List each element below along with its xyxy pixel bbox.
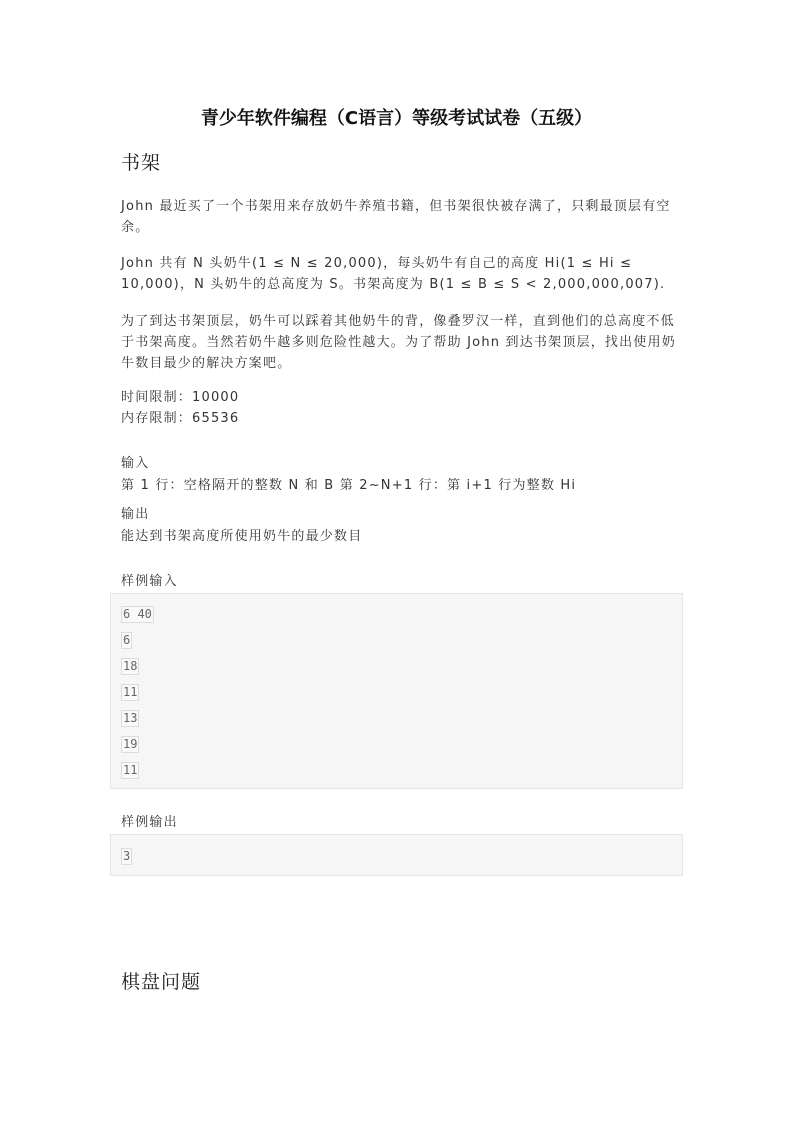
sample-input-line: 18 (123, 659, 138, 673)
output-description: 能达到书架高度所使用奶牛的最少数目 (121, 529, 363, 544)
sample-input-block (110, 593, 683, 789)
problem-description-3: 为了到达书架顶层，奶牛可以踩着其他奶牛的背，像叠罗汉一样，直到他们的总高度不低于书架高度。当然若奶牛越多则危险性越大。为了帮助 John 到达书架顶层，找出使用奶牛数目最少的解决方案吧。 (121, 314, 676, 371)
sample-input-label: 样例输入 (121, 574, 178, 589)
problem-heading: 书架 (121, 152, 162, 174)
input-description: 第 1 行：空格隔开的整数 N 和 B 第 2~N+1 行：第 i+1 行为整数 Hi (121, 478, 577, 493)
sample-input-line: 13 (123, 711, 138, 725)
memory-limit: 内存限制：65536 (121, 411, 240, 426)
sample-input-line: 6 (123, 633, 131, 647)
sample-input-line: 11 (123, 763, 138, 777)
output-label: 输出 (121, 507, 150, 522)
sample-input-line: 6 40 (123, 607, 152, 621)
document-title: 青少年软件编程（C语言）等级考试试卷（五级） (200, 108, 593, 129)
sample-input-line: 19 (123, 737, 138, 751)
sample-output-line: 3 (123, 849, 131, 863)
next-problem-heading: 棋盘问题 (121, 971, 202, 993)
sample-output-label: 样例输出 (121, 815, 178, 830)
sample-output-block (110, 834, 683, 876)
time-limit: 时间限制：10000 (121, 390, 240, 405)
sample-input-line: 11 (123, 685, 138, 699)
problem-description-2: John 共有 N 头奶牛(1 ≤ N ≤ 20,000)，每头奶牛有自己的高度 Hi(1 ≤ Hi ≤ 10,000)，N 头奶牛的总高度为 S。书架高度为 B(1 ≤ B ≤ S < 2,000,000,007). (121, 256, 666, 292)
problem-description-1: John 最近买了一个书架用来存放奶牛养殖书籍，但书架很快被存满了，只剩最顶层有空余。 (121, 199, 671, 235)
input-label: 输入 (121, 456, 150, 471)
